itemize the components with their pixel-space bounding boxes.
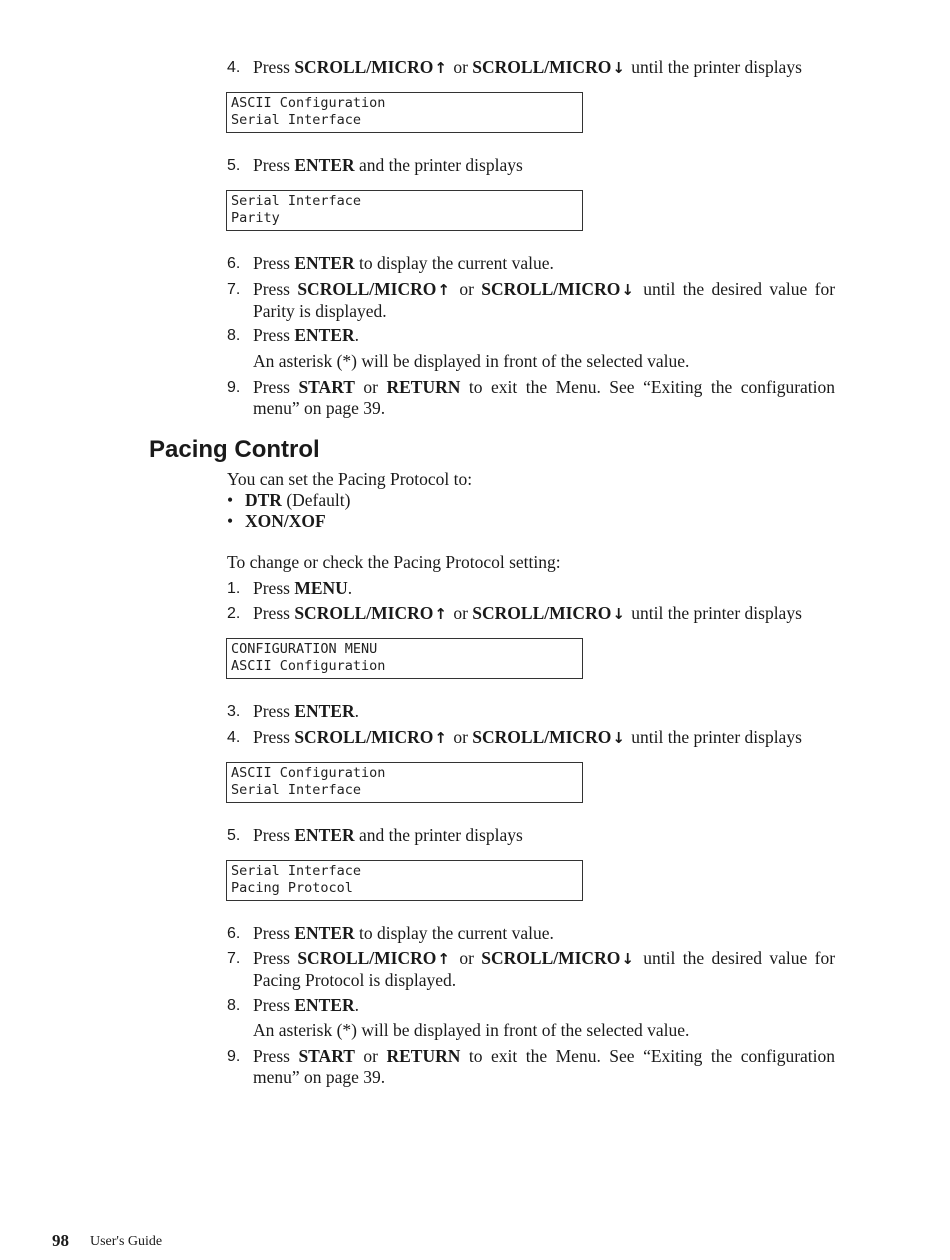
printer-display xyxy=(226,638,583,679)
display-line-1: Serial Interface xyxy=(231,863,362,879)
step-text: Press ENTER. xyxy=(253,701,359,721)
step-text: Press ENTER and the printer displays xyxy=(253,825,523,845)
arrow-down-icon: ↓ xyxy=(612,59,625,77)
step-text: Press START or RETURN to exit the Menu. See “Exiting the configuration menu” on page 39. xyxy=(253,377,836,418)
display-line-1: CONFIGURATION MENU xyxy=(231,641,378,657)
display-line-2: Serial Interface xyxy=(231,782,362,798)
step-number: 9. xyxy=(227,379,241,396)
display-line-1: ASCII Configuration xyxy=(231,765,386,781)
arrow-up-icon: ↑ xyxy=(434,59,447,77)
display-line-1: Serial Interface xyxy=(231,193,362,209)
step-text: Press SCROLL/MICRO↑ or SCROLL/MICRO↓ until the desired value for Pacing Protocol is displayed. xyxy=(253,948,836,990)
display-line-2: Parity xyxy=(231,210,280,226)
arrow-up-icon: ↑ xyxy=(437,281,450,299)
bullet-icon: • xyxy=(227,511,234,531)
printer-display xyxy=(226,762,583,803)
bullet-icon: • xyxy=(227,490,234,510)
step-number: 8. xyxy=(227,997,241,1014)
step-text: Press ENTER and the printer displays xyxy=(253,155,523,175)
step-text: Press START or RETURN to exit the Menu. See “Exiting the configuration menu” on page 39. xyxy=(253,1046,836,1087)
arrow-up-icon: ↑ xyxy=(434,605,447,623)
step-text: Press SCROLL/MICRO↑ or SCROLL/MICRO↓ until the desired value for Parity is displayed. xyxy=(253,279,836,321)
step-number: 5. xyxy=(227,827,241,844)
step-number: 9. xyxy=(227,1048,241,1065)
printer-display xyxy=(226,860,583,901)
step-number: 4. xyxy=(227,59,241,76)
intro-text: You can set the Pacing Protocol to: xyxy=(227,469,473,489)
book-title: User's Guide xyxy=(90,1234,163,1249)
arrow-up-icon: ↑ xyxy=(437,950,450,968)
step-text: Press SCROLL/MICRO↑ or SCROLL/MICRO↓ until the printer displays xyxy=(253,57,802,77)
arrow-down-icon: ↓ xyxy=(621,281,634,299)
printer-display xyxy=(226,92,583,133)
option-note: (Default) xyxy=(286,490,351,510)
step-number: 5. xyxy=(227,157,241,174)
page-number: 98 xyxy=(52,1231,69,1250)
step-note: An asterisk (*) will be displayed in front of the selected value. xyxy=(253,1020,690,1040)
step-number: 1. xyxy=(227,580,241,597)
step-number: 6. xyxy=(227,255,241,272)
step-number: 2. xyxy=(227,605,241,622)
step-number: 6. xyxy=(227,925,241,942)
step-text: Press SCROLL/MICRO↑ or SCROLL/MICRO↓ until the printer displays xyxy=(253,603,802,623)
step-number: 8. xyxy=(227,327,241,344)
arrow-up-icon: ↑ xyxy=(434,729,447,747)
step-number: 7. xyxy=(227,950,241,967)
display-line-2: Pacing Protocol xyxy=(231,880,353,896)
step-text: Press ENTER to display the current value. xyxy=(253,253,554,273)
option-name: XON/XOF xyxy=(245,511,326,531)
arrow-down-icon: ↓ xyxy=(621,950,634,968)
step-text: Press ENTER to display the current value. xyxy=(253,923,554,943)
section-heading: Pacing Control xyxy=(149,436,320,463)
step-text: Press SCROLL/MICRO↑ or SCROLL/MICRO↓ until the printer displays xyxy=(253,727,802,747)
step-text: Press MENU. xyxy=(253,578,353,598)
step-number: 7. xyxy=(227,281,241,298)
display-line-2: ASCII Configuration xyxy=(231,658,386,674)
step-note: An asterisk (*) will be displayed in front of the selected value. xyxy=(253,351,690,371)
lead-text: To change or check the Pacing Protocol setting: xyxy=(227,552,561,572)
step-number: 3. xyxy=(227,703,241,720)
display-line-2: Serial Interface xyxy=(231,112,362,128)
step-text: Press ENTER. xyxy=(253,995,359,1015)
printer-display xyxy=(226,190,583,231)
option-name: DTR xyxy=(245,490,282,510)
step-text: Press ENTER. xyxy=(253,325,359,345)
arrow-down-icon: ↓ xyxy=(612,605,625,623)
arrow-down-icon: ↓ xyxy=(612,729,625,747)
display-line-1: ASCII Configuration xyxy=(231,95,386,111)
step-number: 4. xyxy=(227,729,241,746)
